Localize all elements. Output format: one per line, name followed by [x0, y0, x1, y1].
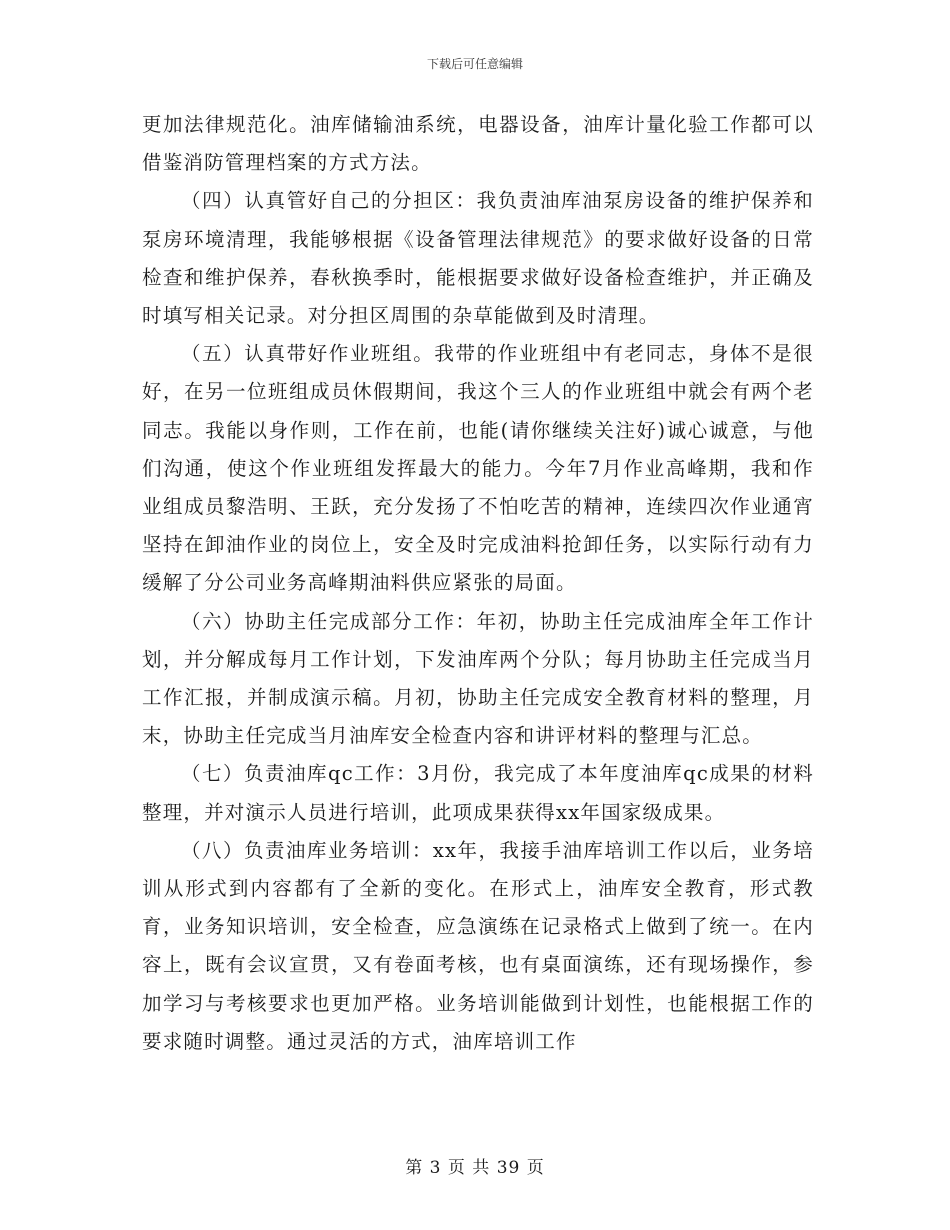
paragraph-section-5: （五）认真带好作业班组。我带的作业班组中有老同志，身体不是很好，在另一位班组成员休假期间，我这个三人的作业班组中就会有两个老同志。我能以身作则，工作在前，也能(请你继续关注好)诚心诚意，与他们沟通，使这个作业班组发挥最大的能力。今年7月作业高峰期，我和作业组成员黎浩明、王跃，充分发扬了不怕吃苦的精神，连续四次作业通宵坚持在卸油作业的岗位上，安全及时完成油料抢卸任务，以实际行动有力缓解了分公司业务高峰期油料供应紧张的局面。	[142, 342, 814, 595]
page-number: 第 3 页 共 39 页	[405, 1158, 545, 1178]
page-header: 下载后可任意编辑	[426, 57, 523, 71]
paragraph-section-8: （八）负责油库业务培训：xx年，我接手油库培训工作以后，业务培训从形式到内容都有了全新的变化。在形式上，油库安全教育，形式教育，业务知识培训，安全检查，应急演练在记录格式上做到了统一。在内容上，既有会议宣贯，又有卷面考核，也有桌面演练，还有现场操作，参加学习与考核要求也更加严格。业务培训能做到计划性，也能根据工作的要求随时调整。通过灵活的方式，油库培训工作	[142, 838, 814, 1053]
paragraph-continuation: 更加法律规范化。油库储输油系统，电器设备，油库计量化验工作都可以借鉴消防管理档案的方式方法。	[142, 113, 814, 175]
paragraph-section-6: （六）协助主任完成部分工作：年初，协助主任完成油库全年工作计划，并分解成每月工作计划，下发油库两个分队；每月协助主任完成当月工作汇报，并制成演示稿。月初，协助主任完成安全教育材料的整理，月末，协助主任完成当月油库安全检查内容和讲评材料的整理与汇总。	[142, 609, 814, 748]
paragraph-section-4: （四）认真管好自己的分担区：我负责油库油泵房设备的维护保养和泵房环境清理，我能够根据《设备管理法律规范》的要求做好设备的日常检查和维护保养，春秋换季时，能根据要求做好设备检查维护，并正确及时填写相关记录。对分担区周围的杂草能做到及时清理。	[142, 189, 814, 328]
paragraph-section-7: （七）负责油库qc工作：3月份，我完成了本年度油库qc成果的材料整理，并对演示人员进行培训，此项成果获得xx年国家级成果。	[142, 762, 814, 824]
document-body	[142, 106, 814, 1061]
